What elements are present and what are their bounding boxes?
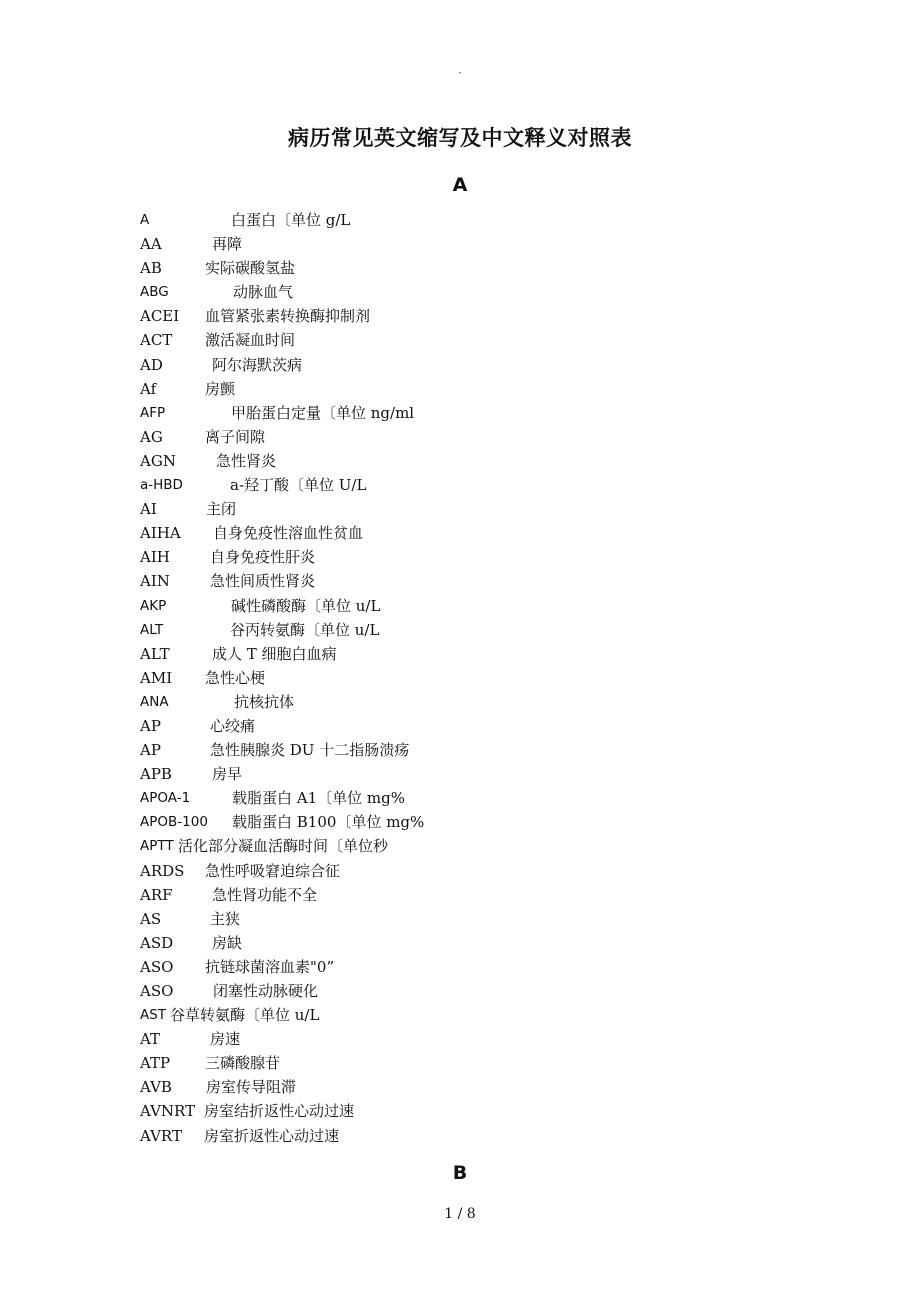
list-item: [140, 859, 760, 883]
entry-meaning: 阿尔海默茨病: [212, 355, 303, 374]
entry-abbr: AG: [140, 427, 163, 446]
entry-meaning: 急性心梗: [205, 668, 266, 687]
list-item: [140, 569, 760, 593]
entry-abbr: AI: [140, 500, 157, 519]
entry-abbr: ASD: [140, 933, 174, 952]
entry-abbr: a-HBD: [140, 477, 183, 494]
list-item: [140, 762, 760, 786]
entry-abbr: AB: [140, 259, 162, 278]
entry-abbr: ARF: [140, 885, 173, 904]
list-item: [140, 834, 760, 858]
entry-meaning: 再障: [212, 235, 243, 254]
list-item: [140, 473, 760, 497]
entry-meaning: 成人 T 细胞白血病: [212, 644, 337, 663]
list-item: [140, 497, 760, 521]
entry-abbr: AIH: [140, 548, 170, 567]
page-title: 病历常见英文缩写及中文释义对照表: [288, 125, 632, 150]
entry-meaning: 活化部分凝血活酶时间〔单位秒: [178, 837, 389, 856]
section-heading-b: B: [452, 1162, 468, 1184]
list-item: [140, 1003, 760, 1027]
entry-meaning: 白蛋白〔单位 g/L: [231, 211, 351, 229]
entry-abbr: ACEI: [140, 307, 180, 326]
list-item: [140, 425, 760, 449]
entry-abbr: AP: [140, 716, 161, 735]
list-item: [140, 690, 760, 714]
entry-abbr: AP: [140, 741, 161, 760]
entry-abbr: ALT: [140, 621, 164, 638]
entry-meaning: 急性肾炎: [216, 451, 277, 470]
entry-meaning: 急性间质性肾炎: [210, 572, 316, 591]
list-item: [140, 810, 760, 834]
entry-meaning: 房缺: [212, 933, 243, 952]
entry-meaning: 离子间隙: [205, 427, 266, 446]
entry-abbr: ALT: [140, 644, 170, 663]
list-item: [140, 931, 760, 955]
entry-abbr: AS: [140, 909, 162, 928]
entry-abbr: APOA-1: [140, 790, 191, 807]
list-item: [140, 328, 760, 352]
list-item: [140, 738, 760, 762]
entry-meaning: 血管紧张素转换酶抑制剂: [205, 307, 371, 326]
section-heading-a: A: [452, 174, 468, 196]
entry-meaning: 碱性磷酸酶〔单位 u/L: [231, 596, 381, 615]
entry-abbr: APTT: [140, 838, 174, 855]
entry-meaning: 自身免疫性肝炎: [210, 548, 316, 567]
list-item: [140, 545, 760, 569]
entry-abbr: AD: [140, 355, 163, 374]
list-item: [140, 377, 760, 401]
entry-abbr: AGN: [140, 451, 176, 470]
entry-meaning: 主闭: [206, 500, 237, 519]
entry-abbr: AIHA: [140, 524, 181, 543]
list-item: [140, 1027, 760, 1051]
entry-meaning: 谷丙转氨酶〔单位 u/L: [230, 620, 380, 639]
list-item: [140, 714, 760, 738]
entry-meaning: a-羟丁酸〔单位 U/L: [230, 476, 367, 495]
entry-abbr: ANA: [140, 693, 169, 710]
entry-abbr: Af: [140, 379, 157, 398]
entry-abbr: AVNRT: [140, 1102, 196, 1121]
list-item: [140, 256, 760, 280]
header-mark: ·: [458, 66, 462, 80]
list-item: [140, 955, 760, 979]
entry-abbr: ASO: [140, 982, 174, 1000]
list-item: [140, 883, 760, 907]
entry-meaning: 急性肾功能不全: [212, 885, 318, 904]
entry-meaning: 主狭: [210, 909, 241, 928]
entry-meaning: 闭塞性动脉硬化: [213, 982, 319, 1000]
entry-abbr: AT: [140, 1030, 161, 1049]
list-item: [140, 1051, 760, 1075]
entry-abbr: AVRT: [140, 1126, 182, 1145]
entry-meaning: 房早: [212, 765, 243, 784]
entry-abbr: A: [140, 212, 150, 228]
entry-abbr: AIN: [140, 572, 170, 591]
entry-meaning: 房室传导阻滞: [206, 1078, 297, 1097]
entry-meaning: 甲胎蛋白定量〔单位 ng/ml: [231, 403, 415, 422]
list-item: [140, 786, 760, 810]
entry-abbr: AKP: [140, 597, 167, 614]
list-item: [140, 1099, 760, 1123]
entry-abbr: ABG: [140, 284, 169, 301]
entry-abbr: AFP: [140, 404, 166, 421]
entry-meaning: 动脉血气: [233, 283, 294, 302]
entry-abbr: ACT: [140, 331, 173, 350]
entry-meaning: 抗链球菌溶血素"0”: [205, 957, 335, 976]
list-item: [140, 642, 760, 666]
entry-meaning: 心绞痛: [210, 716, 256, 735]
entry-abbr: ATP: [140, 1054, 171, 1073]
entry-meaning: 实际碳酸氢盐: [205, 259, 296, 278]
list-item: [140, 521, 760, 545]
entry-list: [140, 208, 760, 1148]
list-item: [140, 280, 760, 304]
entry-meaning: 三磷酸腺苷: [205, 1054, 281, 1073]
page-number: 1 / 8: [444, 1206, 476, 1222]
entry-abbr: ARDS: [140, 861, 185, 880]
list-item: [140, 594, 760, 618]
list-item: [140, 353, 760, 377]
list-item: [140, 232, 760, 256]
entry-meaning: 房速: [210, 1030, 241, 1049]
list-item: [140, 1124, 760, 1148]
entry-meaning: 激活凝血时间: [205, 331, 296, 350]
entry-meaning: 载脂蛋白 A1〔单位 mg%: [232, 789, 405, 808]
list-item: [140, 979, 760, 1003]
entry-abbr: APOB-100: [140, 814, 208, 831]
list-item: [140, 1075, 760, 1099]
entry-meaning: 房室结折返性心动过速: [204, 1102, 355, 1121]
entry-abbr: AST: [140, 1007, 167, 1024]
list-item: [140, 907, 760, 931]
entry-abbr: AA: [140, 235, 162, 254]
entry-meaning: 房室折返性心动过速: [204, 1126, 340, 1145]
list-item: [140, 208, 760, 232]
entry-abbr: AMI: [140, 668, 173, 687]
list-item: [140, 304, 760, 328]
entry-abbr: APB: [140, 765, 172, 784]
entry-meaning: 载脂蛋白 B100〔单位 mg%: [232, 813, 425, 832]
list-item: [140, 401, 760, 425]
list-item: [140, 618, 760, 642]
entry-meaning: 谷草转氨酶〔单位 u/L: [170, 1006, 320, 1025]
entry-meaning: 自身免疫性溶血性贫血: [213, 524, 364, 543]
entry-meaning: 急性呼吸窘迫综合征: [205, 861, 341, 880]
entry-meaning: 房颤: [205, 379, 236, 398]
entry-abbr: ASO: [140, 957, 174, 976]
list-item: [140, 449, 760, 473]
entry-meaning: 抗核抗体: [234, 692, 295, 711]
entry-abbr: AVB: [140, 1078, 172, 1097]
list-item: [140, 666, 760, 690]
entry-meaning: 急性胰腺炎 DU 十二指肠溃疡: [210, 741, 410, 760]
